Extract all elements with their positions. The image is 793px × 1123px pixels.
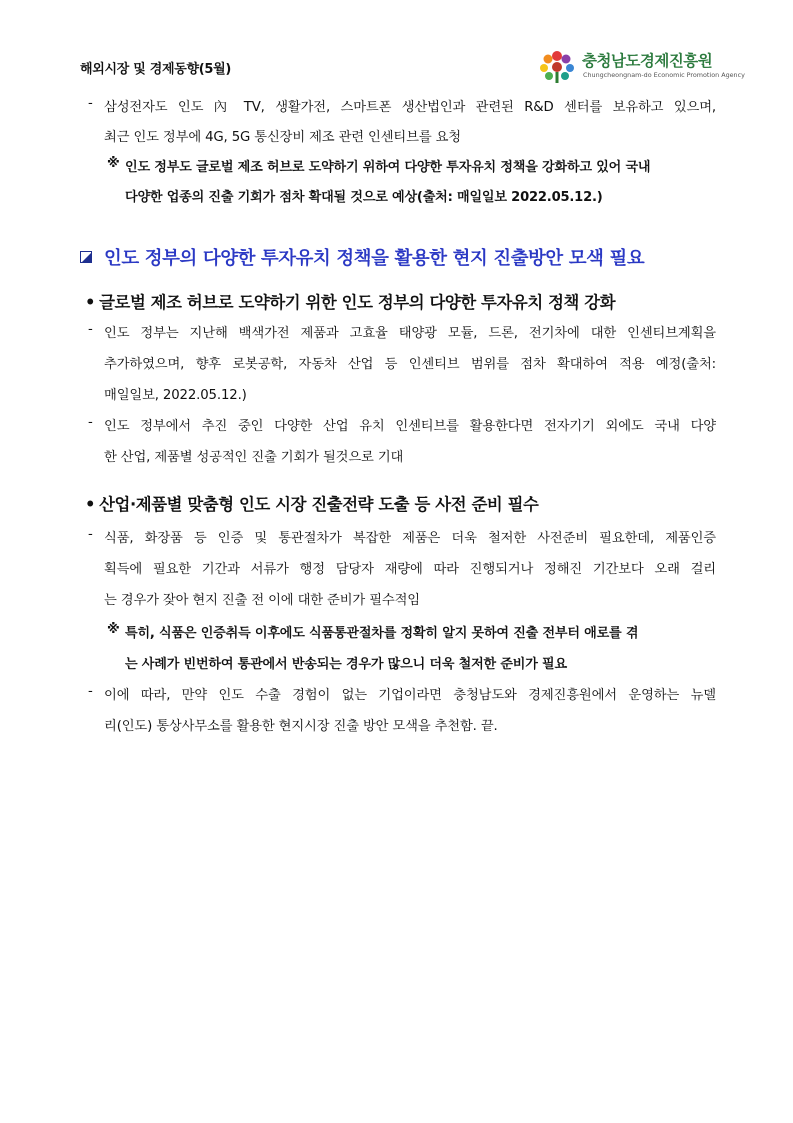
bullet-dot: • bbox=[85, 495, 96, 514]
note-line: 특히, 식품은 인증취득 이후에도 식품통관절차를 정확히 알지 못하여 진출 전부터 애로를 겪 bbox=[125, 626, 639, 641]
list-dash: - bbox=[88, 322, 93, 337]
section-title: 인도 정부의 다양한 투자유치 정책을 활용한 현지 진출방안 모색 필요 bbox=[104, 248, 645, 269]
list-dash: - bbox=[88, 96, 93, 111]
bullet-heading bbox=[85, 289, 615, 313]
paragraph-line: 식품, 화장품 등 인증 및 통관절차가 복잡한 제품은 더욱 철저한 사전준비 필요한데, 제품인증 bbox=[104, 531, 716, 546]
paragraph-line: 인도 정부는 지난해 백색가전 제품과 고효율 태양광 모듈, 드론, 전기차에 대한 인센티브계획을 bbox=[104, 326, 716, 341]
paragraph-line: 한 산업, 제품별 성공적인 진출 기회가 될것으로 기대 bbox=[104, 450, 404, 465]
agency-logo bbox=[536, 47, 745, 85]
list-dash: - bbox=[88, 527, 93, 542]
note-mark: ※ bbox=[107, 622, 120, 637]
flower-logo-icon bbox=[536, 47, 578, 85]
bullet-title: 글로벌 제조 허브로 도약하기 위한 인도 정부의 다양한 투자유치 정책 강화 bbox=[99, 293, 616, 312]
logo-name: 충청남도경제진흥원 bbox=[582, 52, 713, 70]
document-header-title: 해외시장 및 경제동향(5월) bbox=[80, 62, 232, 77]
paragraph-line: 는 경우가 잦아 현지 진출 전 이에 대한 준비가 필수적임 bbox=[104, 593, 420, 608]
paragraph-line: 리(인도) 통상사무소를 활용한 현지시장 진출 방안 모색을 추천함. 끝. bbox=[104, 719, 498, 734]
bullet-heading bbox=[85, 491, 539, 515]
paragraph-line: 추가하였으며, 향후 로봇공학, 자동차 산업 등 인센티브 범위를 점차 확대하여 적용 예정(출처: bbox=[104, 357, 716, 372]
logo-subtitle: Chungcheongnam-do Economic Promotion Agency bbox=[583, 71, 745, 79]
note-line: 는 사례가 빈번하여 통관에서 반송되는 경우가 많으니 더욱 철저한 준비가 필요 bbox=[125, 657, 567, 672]
note-line: 다양한 업종의 진출 기회가 점차 확대될 것으로 예상(출처: 매일일보 2022.05.12.) bbox=[125, 190, 603, 205]
bullet-title: 산업·제품별 맞춤형 인도 시장 진출전략 도출 등 사전 준비 필수 bbox=[99, 495, 539, 514]
paragraph-line: 삼성전자도 인도 內 TV, 생활가전, 스마트폰 생산법인과 관련된 R&D 센터를 보유하고 있으며, bbox=[104, 100, 716, 115]
paragraph-line: 매일일보, 2022.05.12.) bbox=[104, 388, 247, 403]
square-bullet-icon bbox=[80, 251, 92, 263]
paragraph-line: 이에 따라, 만약 인도 수출 경험이 없는 기업이라면 충청남도와 경제진흥원에서 운영하는 뉴델 bbox=[104, 688, 716, 703]
note-mark: ※ bbox=[107, 156, 120, 171]
paragraph-line: 최근 인도 정부에 4G, 5G 통신장비 제조 관련 인센티브를 요청 bbox=[104, 130, 461, 145]
paragraph-line: 획득에 필요한 기간과 서류가 행정 담당자 재량에 따라 진행되거나 정해진 기간보다 오래 걸리 bbox=[104, 562, 716, 577]
list-dash: - bbox=[88, 415, 93, 430]
note-line: 인도 정부도 글로벌 제조 허브로 도약하기 위하여 다양한 투자유치 정책을 강화하고 있어 국내 bbox=[125, 160, 651, 175]
paragraph-line: 인도 정부에서 추진 중인 다양한 산업 유치 인센티브를 활용한다면 전자기기 외에도 국내 다양 bbox=[104, 419, 716, 434]
section-heading bbox=[80, 244, 644, 270]
list-dash: - bbox=[88, 684, 93, 699]
bullet-dot: • bbox=[85, 293, 96, 312]
